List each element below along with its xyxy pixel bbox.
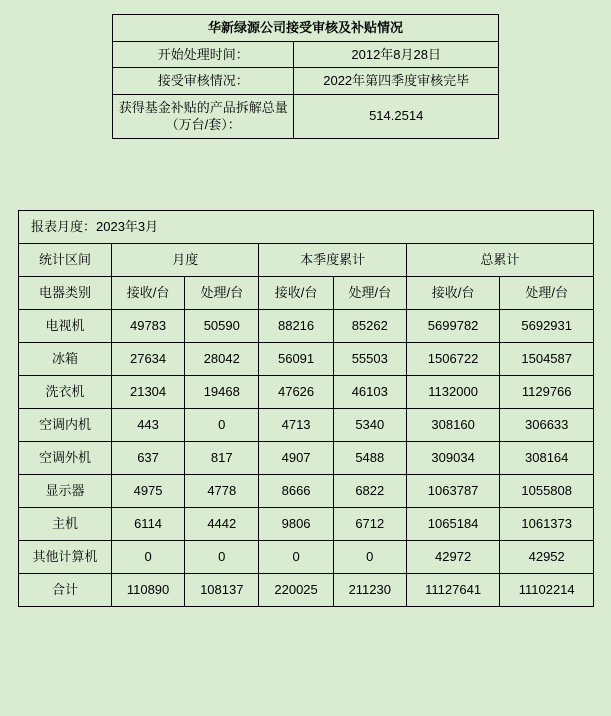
table-row bbox=[19, 343, 594, 376]
cell-5-5: 1055808 bbox=[500, 475, 594, 508]
table-row bbox=[19, 508, 594, 541]
cell-3-4: 308160 bbox=[406, 409, 500, 442]
table-row bbox=[19, 442, 594, 475]
summary-table bbox=[112, 14, 499, 139]
cell-6-0: 6114 bbox=[112, 508, 185, 541]
cell-4-4: 309034 bbox=[406, 442, 500, 475]
sub-header-quarter-processed: 处理/台 bbox=[333, 277, 406, 310]
cell-7-4: 42972 bbox=[406, 541, 500, 574]
report-month: 报表月度：2023年3月 bbox=[19, 211, 594, 244]
category-header: 电器类别 bbox=[19, 277, 112, 310]
table-row bbox=[113, 94, 499, 138]
table-row bbox=[19, 475, 594, 508]
table-total-row bbox=[19, 574, 594, 607]
cell-7-1: 0 bbox=[185, 541, 259, 574]
cell-0-3: 85262 bbox=[333, 310, 406, 343]
row-label-1: 冰箱 bbox=[19, 343, 112, 376]
cell-4-5: 308164 bbox=[500, 442, 594, 475]
interval-header: 统计区间 bbox=[19, 244, 112, 277]
cell-6-5: 1061373 bbox=[500, 508, 594, 541]
table-group-header-row bbox=[19, 244, 594, 277]
table-row bbox=[19, 310, 594, 343]
cell-7-5: 42952 bbox=[500, 541, 594, 574]
table-row bbox=[113, 15, 499, 42]
cell-0-1: 50590 bbox=[185, 310, 259, 343]
audit-status-label: 接受审核情况： bbox=[113, 68, 294, 95]
group-header-quarter: 本季度累计 bbox=[259, 244, 406, 277]
cell-2-3: 46103 bbox=[333, 376, 406, 409]
cell-0-5: 5692931 bbox=[500, 310, 594, 343]
table-row bbox=[19, 409, 594, 442]
cell-6-4: 1065184 bbox=[406, 508, 500, 541]
cell-total-1: 108137 bbox=[185, 574, 259, 607]
cell-5-4: 1063787 bbox=[406, 475, 500, 508]
start-time-label: 开始处理时间： bbox=[113, 41, 294, 68]
table-row bbox=[19, 541, 594, 574]
cell-total-2: 220025 bbox=[259, 574, 333, 607]
cell-1-1: 28042 bbox=[185, 343, 259, 376]
cell-3-5: 306633 bbox=[500, 409, 594, 442]
table-row bbox=[19, 211, 594, 244]
row-label-total: 合计 bbox=[19, 574, 112, 607]
cell-4-2: 4907 bbox=[259, 442, 333, 475]
cell-2-4: 1132000 bbox=[406, 376, 500, 409]
table-row bbox=[113, 68, 499, 95]
row-label-4: 空调外机 bbox=[19, 442, 112, 475]
row-label-7: 其他计算机 bbox=[19, 541, 112, 574]
subsidy-total-value: 514.2514 bbox=[294, 94, 499, 138]
sub-header-month-processed: 处理/台 bbox=[185, 277, 259, 310]
cell-5-3: 6822 bbox=[333, 475, 406, 508]
subsidy-total-label: 获得基金补贴的产品拆解总量（万台/套）： bbox=[113, 94, 294, 138]
cell-1-2: 56091 bbox=[259, 343, 333, 376]
cell-2-2: 47626 bbox=[259, 376, 333, 409]
cell-total-3: 211230 bbox=[333, 574, 406, 607]
cell-4-1: 817 bbox=[185, 442, 259, 475]
cell-5-0: 4975 bbox=[112, 475, 185, 508]
row-label-0: 电视机 bbox=[19, 310, 112, 343]
sub-header-total-processed: 处理/台 bbox=[500, 277, 594, 310]
cell-total-4: 11127641 bbox=[406, 574, 500, 607]
cell-6-1: 4442 bbox=[185, 508, 259, 541]
cell-3-2: 4713 bbox=[259, 409, 333, 442]
cell-6-2: 9806 bbox=[259, 508, 333, 541]
summary-table-container bbox=[112, 14, 499, 139]
sub-header-total-received: 接收/台 bbox=[406, 277, 500, 310]
sub-header-month-received: 接收/台 bbox=[112, 277, 185, 310]
data-table bbox=[18, 210, 594, 607]
group-header-total: 总累计 bbox=[406, 244, 593, 277]
cell-0-4: 5699782 bbox=[406, 310, 500, 343]
cell-1-5: 1504587 bbox=[500, 343, 594, 376]
cell-2-1: 19468 bbox=[185, 376, 259, 409]
cell-3-3: 5340 bbox=[333, 409, 406, 442]
audit-status-value: 2022年第四季度审核完毕 bbox=[294, 68, 499, 95]
cell-1-4: 1506722 bbox=[406, 343, 500, 376]
cell-4-3: 5488 bbox=[333, 442, 406, 475]
row-label-6: 主机 bbox=[19, 508, 112, 541]
start-time-value: 2012年8月28日 bbox=[294, 41, 499, 68]
cell-5-2: 8666 bbox=[259, 475, 333, 508]
cell-3-0: 443 bbox=[112, 409, 185, 442]
cell-0-0: 49783 bbox=[112, 310, 185, 343]
cell-2-5: 1129766 bbox=[500, 376, 594, 409]
cell-2-0: 21304 bbox=[112, 376, 185, 409]
table-sub-header-row bbox=[19, 277, 594, 310]
cell-3-1: 0 bbox=[185, 409, 259, 442]
cell-1-3: 55503 bbox=[333, 343, 406, 376]
cell-1-0: 27634 bbox=[112, 343, 185, 376]
row-label-5: 显示器 bbox=[19, 475, 112, 508]
group-header-month: 月度 bbox=[112, 244, 259, 277]
cell-0-2: 88216 bbox=[259, 310, 333, 343]
table-row bbox=[19, 376, 594, 409]
table-row bbox=[113, 41, 499, 68]
row-label-3: 空调内机 bbox=[19, 409, 112, 442]
row-label-2: 洗衣机 bbox=[19, 376, 112, 409]
cell-4-0: 637 bbox=[112, 442, 185, 475]
cell-5-1: 4778 bbox=[185, 475, 259, 508]
cell-total-5: 11102214 bbox=[500, 574, 594, 607]
data-table-container bbox=[18, 210, 594, 607]
cell-6-3: 6712 bbox=[333, 508, 406, 541]
cell-total-0: 110890 bbox=[112, 574, 185, 607]
summary-title: 华新绿源公司接受审核及补贴情况 bbox=[113, 15, 499, 42]
cell-7-3: 0 bbox=[333, 541, 406, 574]
cell-7-2: 0 bbox=[259, 541, 333, 574]
cell-7-0: 0 bbox=[112, 541, 185, 574]
sub-header-quarter-received: 接收/台 bbox=[259, 277, 333, 310]
